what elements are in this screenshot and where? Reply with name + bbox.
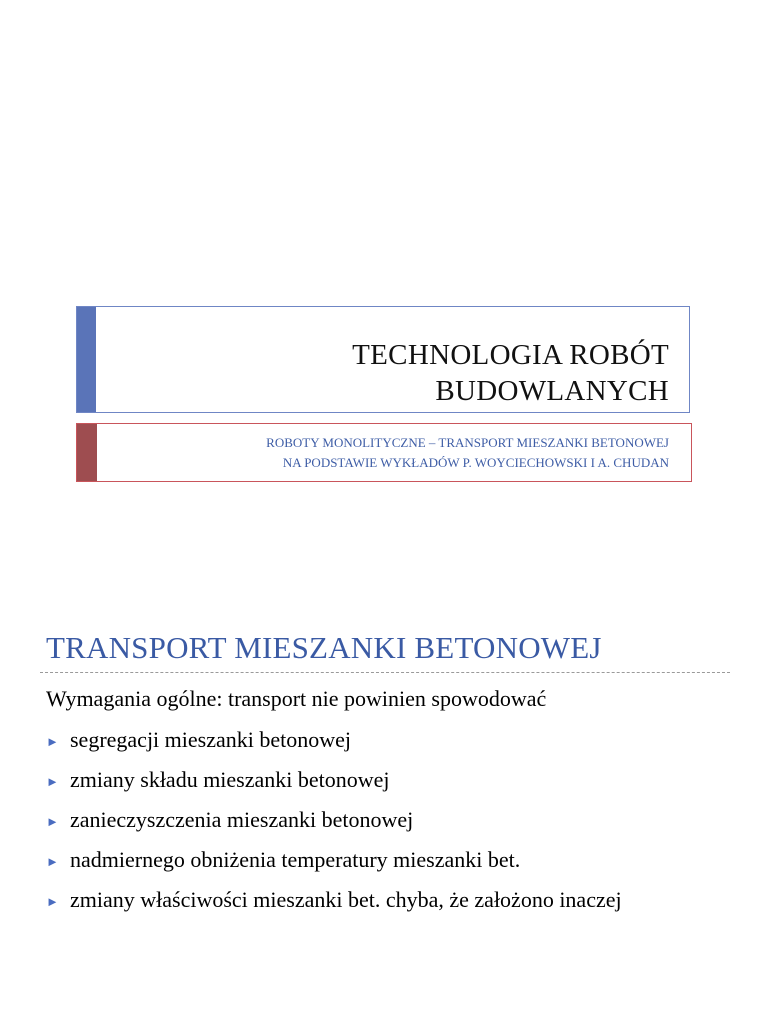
- subtitle-line-1: ROBOTY MONOLITYCZNE – TRANSPORT MIESZANKI BETONOWEJ: [266, 435, 669, 450]
- title-divider: [40, 672, 730, 673]
- triangle-bullet-icon: ►: [46, 894, 59, 909]
- bullet-text: zmiany składu mieszanki betonowej: [70, 767, 390, 792]
- triangle-bullet-icon: ►: [46, 814, 59, 829]
- triangle-bullet-icon: ►: [46, 774, 59, 789]
- slide-title: [352, 337, 669, 409]
- list-item: [46, 765, 722, 795]
- triangle-bullet-icon: ►: [46, 734, 59, 749]
- triangle-bullet-icon: ►: [46, 854, 59, 869]
- bullet-text: segregacji mieszanki betonowej: [70, 727, 352, 752]
- list-item: [46, 845, 722, 875]
- list-item: [46, 885, 722, 915]
- subtitle-line-2: NA PODSTAWIE WYKŁADÓW P. WOYCIECHOWSKI I A. CHUDAN: [282, 455, 669, 470]
- title-line-2: BUDOWLANYCH: [435, 375, 669, 407]
- section-title: TRANSPORT MIESZANKI BETONOWEJ: [46, 630, 602, 665]
- intro-text: Wymagania ogólne: transport nie powinien spowodować: [46, 686, 547, 711]
- title-box: [76, 306, 690, 413]
- content-slide: [0, 580, 768, 1024]
- bullet-text: zanieczyszczenia mieszanki betonowej: [70, 807, 414, 832]
- title-line-1: TECHNOLOGIA ROBÓT: [352, 339, 669, 371]
- bullet-list: [46, 725, 722, 925]
- bullet-text: zmiany właściwości mieszanki bet. chyba, że założono inaczej: [70, 887, 622, 912]
- subtitle-box: [76, 423, 692, 482]
- subtitle-accent-bar: [77, 424, 97, 481]
- title-accent-bar: [77, 307, 96, 412]
- slide-subtitle: [266, 433, 669, 473]
- list-item: [46, 805, 722, 835]
- bullet-text: nadmiernego obniżenia temperatury mieszanki bet.: [70, 847, 521, 872]
- list-item: [46, 725, 722, 755]
